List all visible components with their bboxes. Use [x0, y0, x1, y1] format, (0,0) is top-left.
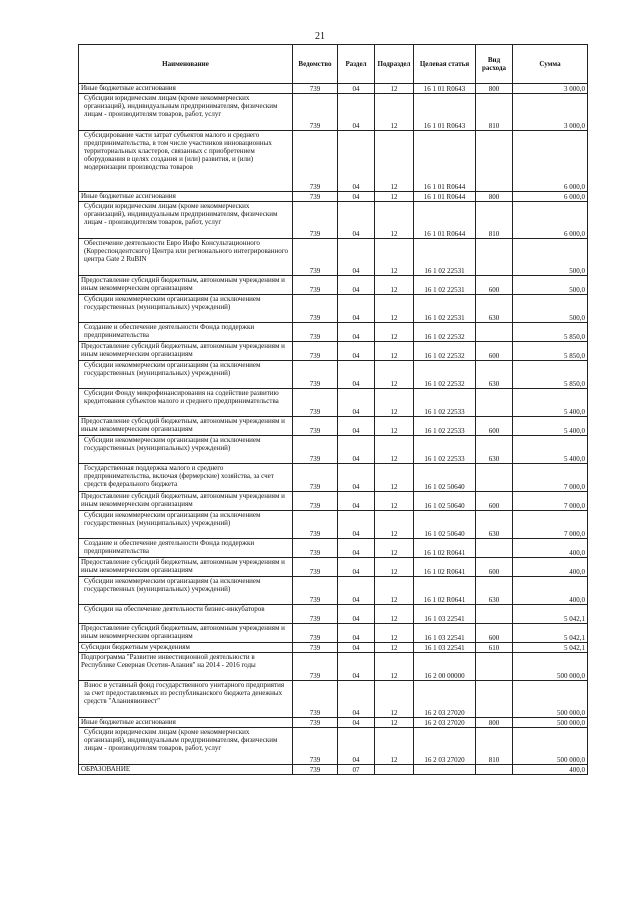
- row-sum: 5 042,1: [513, 643, 588, 653]
- row-target: 16 1 02 22532: [414, 323, 476, 342]
- table-row: [79, 765, 588, 775]
- table-row: [79, 94, 588, 131]
- row-section: 04: [338, 464, 375, 492]
- row-section: 04: [338, 192, 375, 202]
- row-dept: 739: [293, 681, 338, 718]
- row-section: 04: [338, 342, 375, 361]
- row-name: Субсидии юридическим лицам (кроме некоммерческих организаций), индивидуальным предпринимателям, физическим лицам - производителям товаров, работ, услуг: [79, 202, 293, 239]
- header-row: [79, 45, 588, 84]
- row-dept: 739: [293, 276, 338, 295]
- row-section: 04: [338, 558, 375, 577]
- row-section: 04: [338, 295, 375, 323]
- row-sum: 500 000,0: [513, 728, 588, 765]
- table-row: [79, 624, 588, 643]
- row-sum: 5 400,0: [513, 389, 588, 417]
- table-row: [79, 389, 588, 417]
- row-name: Государственная поддержка малого и среднего предпринимательства, включая (фермерские) хозяйства, за счет средств федерального бюджета: [79, 464, 293, 492]
- row-section: 04: [338, 728, 375, 765]
- row-dept: 739: [293, 464, 338, 492]
- row-target: 16 1 02 R0641: [414, 539, 476, 558]
- row-type: [476, 239, 513, 276]
- row-sum: 6 000,0: [513, 131, 588, 192]
- row-subsection: 12: [375, 558, 414, 577]
- row-dept: 739: [293, 323, 338, 342]
- row-sum: 500,0: [513, 295, 588, 323]
- table-row: [79, 276, 588, 295]
- row-target: 16 1 01 R0644: [414, 131, 476, 192]
- row-type: 600: [476, 342, 513, 361]
- row-target: 16 1 03 22541: [414, 643, 476, 653]
- row-type: [476, 389, 513, 417]
- row-dept: 739: [293, 511, 338, 539]
- row-section: 04: [338, 323, 375, 342]
- row-type: 600: [476, 624, 513, 643]
- table-row: [79, 681, 588, 718]
- row-sum: 3 000,0: [513, 84, 588, 94]
- row-dept: 739: [293, 192, 338, 202]
- header-name: Наименование: [79, 45, 293, 84]
- row-subsection: 12: [375, 653, 414, 681]
- row-target: 16 1 02 22532: [414, 342, 476, 361]
- table-row: [79, 511, 588, 539]
- row-name: Подпрограмма "Развитие инвестиционной деятельности в Республике Северная Осетия-Алания" на 2014 - 2016 годы: [79, 653, 293, 681]
- row-subsection: 12: [375, 605, 414, 624]
- row-dept: 739: [293, 417, 338, 436]
- row-target: 16 2 03 27020: [414, 681, 476, 718]
- row-subsection: 12: [375, 492, 414, 511]
- row-section: 07: [338, 765, 375, 775]
- row-type: [476, 653, 513, 681]
- row-target: 16 1 01 R0644: [414, 202, 476, 239]
- table-row: [79, 202, 588, 239]
- row-sum: 500 000,0: [513, 653, 588, 681]
- row-subsection: 12: [375, 643, 414, 653]
- header-section: Раздел: [338, 45, 375, 84]
- row-dept: 739: [293, 558, 338, 577]
- row-name: Субсидии на обеспечение деятельности бизнес-инкубаторов: [79, 605, 293, 624]
- row-dept: 739: [293, 94, 338, 131]
- row-sum: 3 000,0: [513, 94, 588, 131]
- row-target: 16 1 02 22532: [414, 361, 476, 389]
- row-sum: 7 000,0: [513, 511, 588, 539]
- row-section: 04: [338, 94, 375, 131]
- row-name: Субсидии Фонду микрофинансирования на содействие развитию кредитования субъектов малого и среднего предпринимательства: [79, 389, 293, 417]
- row-dept: 739: [293, 653, 338, 681]
- table-row: [79, 577, 588, 605]
- row-target: 16 1 01 R0644: [414, 192, 476, 202]
- row-section: 04: [338, 202, 375, 239]
- row-subsection: 12: [375, 84, 414, 94]
- row-target: 16 2 03 27020: [414, 728, 476, 765]
- row-type: 630: [476, 511, 513, 539]
- row-section: 04: [338, 239, 375, 276]
- row-name: ОБРАЗОВАНИЕ: [79, 765, 293, 775]
- table-row: [79, 417, 588, 436]
- row-target: 16 1 02 22531: [414, 276, 476, 295]
- row-subsection: 12: [375, 131, 414, 192]
- row-subsection: 12: [375, 417, 414, 436]
- table-row: [79, 643, 588, 653]
- row-target: 16 1 02 50640: [414, 492, 476, 511]
- table-row: [79, 131, 588, 192]
- row-subsection: 12: [375, 239, 414, 276]
- row-sum: 7 000,0: [513, 492, 588, 511]
- row-name: Субсидии некоммерческим организациям (за исключением государственных (муниципальных) учреждений): [79, 436, 293, 464]
- row-type: 610: [476, 643, 513, 653]
- row-type: 810: [476, 728, 513, 765]
- header-sum: Сумма: [513, 45, 588, 84]
- row-name: Предоставление субсидий бюджетным, автономным учреждениям и иным некоммерческим организациям: [79, 624, 293, 643]
- row-type: [476, 539, 513, 558]
- row-name: Субсидии бюджетным учреждениям: [79, 643, 293, 653]
- row-type: 630: [476, 361, 513, 389]
- row-dept: 739: [293, 765, 338, 775]
- header-dept: Ведомство: [293, 45, 338, 84]
- row-target: 16 1 01 R0643: [414, 94, 476, 131]
- row-subsection: 12: [375, 718, 414, 728]
- row-section: 04: [338, 624, 375, 643]
- table-row: [79, 436, 588, 464]
- table-row: [79, 728, 588, 765]
- row-name: Предоставление субсидий бюджетным, автономным учреждениям и иным некоммерческим организациям: [79, 492, 293, 511]
- table-row: [79, 323, 588, 342]
- row-dept: 739: [293, 342, 338, 361]
- row-subsection: 12: [375, 464, 414, 492]
- row-subsection: 12: [375, 202, 414, 239]
- row-dept: 739: [293, 295, 338, 323]
- row-subsection: 12: [375, 577, 414, 605]
- row-dept: 739: [293, 436, 338, 464]
- row-target: 16 1 02 22533: [414, 389, 476, 417]
- row-dept: 739: [293, 84, 338, 94]
- row-sum: 6 000,0: [513, 202, 588, 239]
- row-name: Обеспечение деятельности Евро Инфо Консультационного (Корреспондентского) Центра или регионального интегрированного центра Gate 2 RuBIN: [79, 239, 293, 276]
- row-type: 810: [476, 94, 513, 131]
- row-sum: 400,0: [513, 765, 588, 775]
- row-dept: 739: [293, 605, 338, 624]
- row-subsection: 12: [375, 361, 414, 389]
- header-target: Целевая статья: [414, 45, 476, 84]
- row-dept: 739: [293, 202, 338, 239]
- row-subsection: 12: [375, 511, 414, 539]
- row-sum: 5 042,1: [513, 624, 588, 643]
- row-dept: 739: [293, 728, 338, 765]
- row-type: [476, 681, 513, 718]
- row-subsection: 12: [375, 624, 414, 643]
- row-target: 16 1 02 22533: [414, 417, 476, 436]
- row-type: 630: [476, 295, 513, 323]
- row-type: 800: [476, 718, 513, 728]
- row-type: 600: [476, 276, 513, 295]
- row-type: 810: [476, 202, 513, 239]
- row-target: 16 1 02 22531: [414, 295, 476, 323]
- row-subsection: 12: [375, 276, 414, 295]
- row-name: Создание и обеспечение деятельности Фонда поддержки предпринимательства: [79, 323, 293, 342]
- row-target: 16 1 03 22541: [414, 624, 476, 643]
- row-target: 16 1 02 R0641: [414, 558, 476, 577]
- row-subsection: 12: [375, 192, 414, 202]
- row-section: 04: [338, 653, 375, 681]
- row-section: 04: [338, 605, 375, 624]
- row-subsection: 12: [375, 295, 414, 323]
- row-section: 04: [338, 84, 375, 94]
- page-number: 21: [315, 31, 325, 42]
- row-subsection: 12: [375, 389, 414, 417]
- table-row: [79, 605, 588, 624]
- row-dept: 739: [293, 361, 338, 389]
- row-section: 04: [338, 361, 375, 389]
- table-row: [79, 718, 588, 728]
- row-name: Субсидии некоммерческим организациям (за исключением государственных (муниципальных) учреждений): [79, 295, 293, 323]
- row-dept: 739: [293, 624, 338, 643]
- row-name: Создание и обеспечение деятельности Фонда поддержки предпринимательства: [79, 539, 293, 558]
- row-name: Субсидии юридическим лицам (кроме некоммерческих организаций), индивидуальным предпринимателям, физическим лицам - производителям товаров, работ, услуг: [79, 728, 293, 765]
- row-name: Субсидии некоммерческим организациям (за исключением государственных (муниципальных) учреждений): [79, 361, 293, 389]
- row-target: 16 1 01 R0643: [414, 84, 476, 94]
- row-type: [476, 323, 513, 342]
- row-name: Иные бюджетные ассигнования: [79, 84, 293, 94]
- row-type: [476, 464, 513, 492]
- row-type: 600: [476, 417, 513, 436]
- row-type: 800: [476, 192, 513, 202]
- row-section: 04: [338, 681, 375, 718]
- row-subsection: 12: [375, 436, 414, 464]
- row-type: [476, 765, 513, 775]
- row-target: 16 1 03 22541: [414, 605, 476, 624]
- row-sum: 500 000,0: [513, 681, 588, 718]
- row-sum: 500 000,0: [513, 718, 588, 728]
- table-row: [79, 361, 588, 389]
- row-dept: 739: [293, 539, 338, 558]
- row-sum: 400,0: [513, 558, 588, 577]
- row-dept: 739: [293, 643, 338, 653]
- row-sum: 5 850,0: [513, 361, 588, 389]
- budget-table: [78, 44, 588, 775]
- row-sum: 5 850,0: [513, 323, 588, 342]
- row-dept: 739: [293, 492, 338, 511]
- row-subsection: 12: [375, 539, 414, 558]
- row-section: 04: [338, 131, 375, 192]
- row-name: Иные бюджетные ассигнования: [79, 718, 293, 728]
- row-sum: 400,0: [513, 577, 588, 605]
- row-subsection: 12: [375, 94, 414, 131]
- row-sum: 5 042,1: [513, 605, 588, 624]
- row-sum: 500,0: [513, 239, 588, 276]
- row-subsection: [375, 765, 414, 775]
- row-subsection: 12: [375, 681, 414, 718]
- row-subsection: 12: [375, 728, 414, 765]
- table-row: [79, 192, 588, 202]
- table-row: [79, 653, 588, 681]
- row-dept: 739: [293, 389, 338, 417]
- row-dept: 739: [293, 131, 338, 192]
- row-section: 04: [338, 492, 375, 511]
- table-row: [79, 492, 588, 511]
- row-target: 16 1 02 22533: [414, 436, 476, 464]
- row-type: 630: [476, 577, 513, 605]
- row-target: 16 2 03 27020: [414, 718, 476, 728]
- row-name: Предоставление субсидий бюджетным, автономным учреждениям и иным некоммерческим организациям: [79, 342, 293, 361]
- row-section: 04: [338, 276, 375, 295]
- row-name: Субсидии некоммерческим организациям (за исключением государственных (муниципальных) учреждений): [79, 577, 293, 605]
- row-sum: 500,0: [513, 276, 588, 295]
- row-subsection: 12: [375, 323, 414, 342]
- row-type: 800: [476, 84, 513, 94]
- row-sum: 5 400,0: [513, 417, 588, 436]
- row-type: [476, 131, 513, 192]
- row-section: 04: [338, 417, 375, 436]
- row-target: 16 1 02 22531: [414, 239, 476, 276]
- row-section: 04: [338, 389, 375, 417]
- row-name: Предоставление субсидий бюджетным, автономным учреждениям и иным некоммерческим организациям: [79, 417, 293, 436]
- row-type: 600: [476, 558, 513, 577]
- row-type: 600: [476, 492, 513, 511]
- row-target: [414, 765, 476, 775]
- row-dept: 739: [293, 718, 338, 728]
- row-subsection: 12: [375, 342, 414, 361]
- row-section: 04: [338, 577, 375, 605]
- table-row: [79, 558, 588, 577]
- table-row: [79, 239, 588, 276]
- row-target: 16 1 02 R0641: [414, 577, 476, 605]
- row-sum: 6 000,0: [513, 192, 588, 202]
- row-sum: 400,0: [513, 539, 588, 558]
- row-type: 630: [476, 436, 513, 464]
- table-row: [79, 84, 588, 94]
- row-section: 04: [338, 539, 375, 558]
- header-subsection: Подраздел: [375, 45, 414, 84]
- table-row: [79, 342, 588, 361]
- row-target: 16 1 02 50640: [414, 511, 476, 539]
- row-name: Субсидии юридическим лицам (кроме некоммерческих организаций), индивидуальным предпринимателям, физическим лицам - производителям товаров, работ, услуг: [79, 94, 293, 131]
- row-dept: 739: [293, 239, 338, 276]
- row-type: [476, 605, 513, 624]
- row-name: Иные бюджетные ассигнования: [79, 192, 293, 202]
- row-name: Субсидии некоммерческим организациям (за исключением государственных (муниципальных) учреждений): [79, 511, 293, 539]
- row-name: Взнос в уставный фонд государственного унитарного предприятия за счет предоставляемых из республиканского бюджета денежных средств "Аланиявинвест": [79, 681, 293, 718]
- row-name: Предоставление субсидий бюджетным, автономным учреждениям и иным некоммерческим организациям: [79, 558, 293, 577]
- row-section: 04: [338, 436, 375, 464]
- row-section: 04: [338, 643, 375, 653]
- row-section: 04: [338, 718, 375, 728]
- header-type: Вид расхода: [476, 45, 513, 84]
- row-dept: 739: [293, 577, 338, 605]
- row-sum: 5 400,0: [513, 436, 588, 464]
- row-section: 04: [338, 511, 375, 539]
- table-row: [79, 295, 588, 323]
- table-row: [79, 539, 588, 558]
- row-sum: 5 850,0: [513, 342, 588, 361]
- row-name: Предоставление субсидий бюджетным, автономным учреждениям и иным некоммерческим организациям: [79, 276, 293, 295]
- row-target: 16 2 00 00000: [414, 653, 476, 681]
- row-sum: 7 000,0: [513, 464, 588, 492]
- table-row: [79, 464, 588, 492]
- row-name: Субсидирование части затрат субъектов малого и среднего предпринимательства, в том числе участников инновационных территориальных кластеров, связанных с приобретением оборудования в целях создания и (или) развития, и (или) модернизации производства товаров: [79, 131, 293, 192]
- row-target: 16 1 02 50640: [414, 464, 476, 492]
